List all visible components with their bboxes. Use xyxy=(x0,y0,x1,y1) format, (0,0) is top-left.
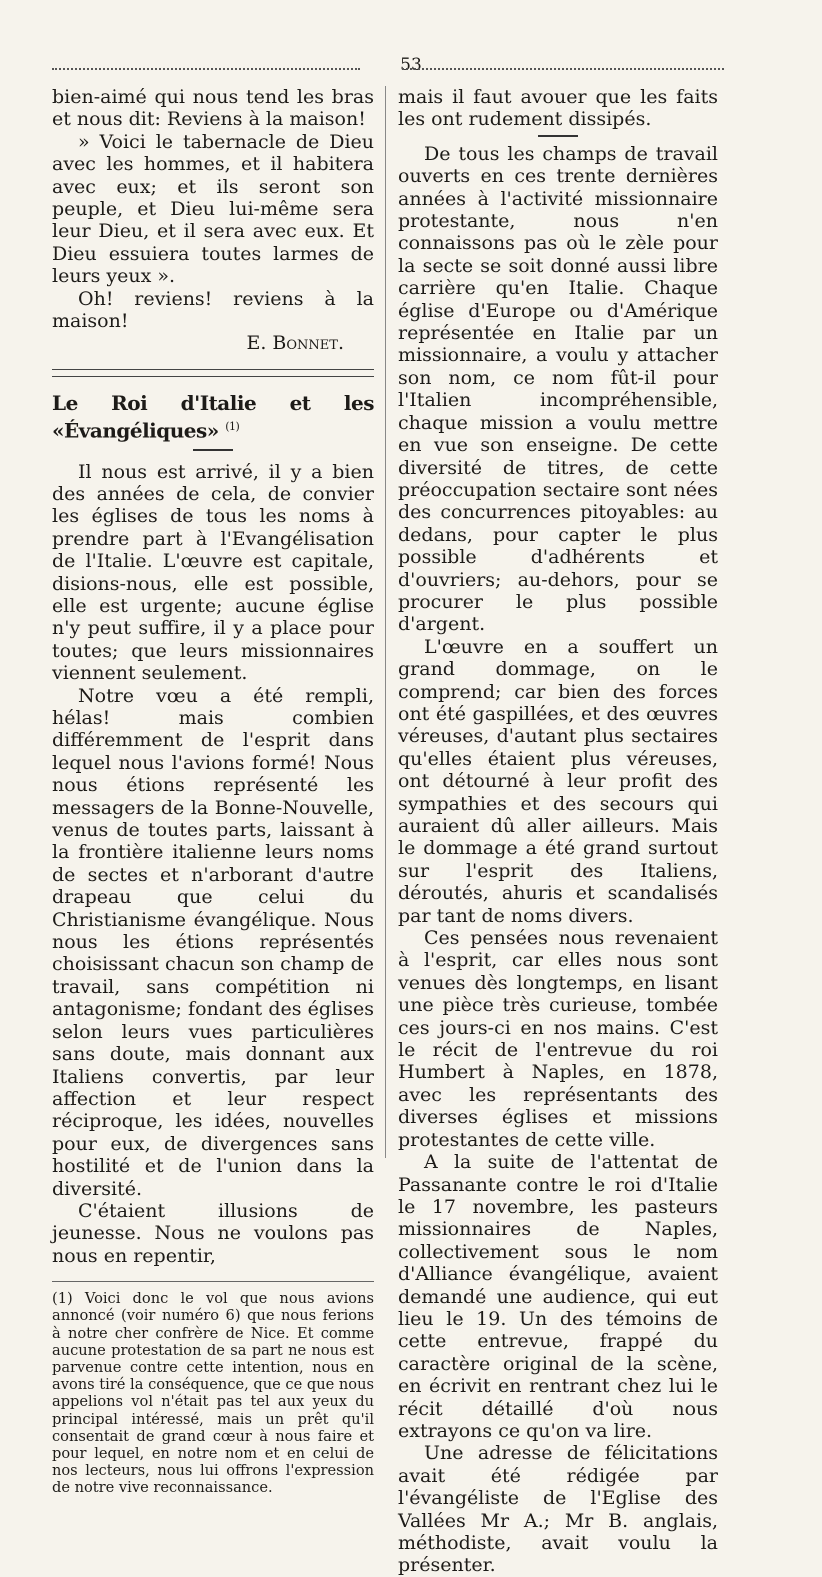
intro-paragraph-1: bien-aimé qui nous tend les bras et nous dit: Reviens à la maison! xyxy=(52,86,374,131)
title-footnote-mark: (1) xyxy=(225,419,240,433)
header-rule-right xyxy=(402,68,724,70)
right-paragraph-4: Ces pensées nous revenaient à l'esprit, car elles nous sont venues dès longtemps, en lisant une pièce très curieuse, tombée ces jours-ci en nos mains. C'est le récit de l'entrevue du roi Humbert à Naples, en 1878, avec les représentants des diverses églises et missions protestantes de cette ville. xyxy=(398,927,718,1151)
intro-paragraph-2: » Voici le tabernacle de Dieu avec les hommes, et il habitera avec eux; et ils seront son peuple, et Dieu lui-même sera leur Dieu, et il sera avec eux. Et Dieu essuiera toutes larmes de leurs yeux ». xyxy=(52,130,374,288)
paragraph-rule xyxy=(538,135,578,137)
signature: E. Bonnet. xyxy=(246,332,344,355)
title-rule xyxy=(193,449,233,451)
section-divider xyxy=(52,369,374,377)
page-number: 53 xyxy=(400,55,422,75)
right-paragraph-2: De tous les champs de travail ouverts en ces trente dernières années à l'activité missionnaire protestante, nous n'en connaissons pas où le zèle pour la secte se soit donné aussi libre carrière qu'en Italie. Chaque église d'Europe ou d'Amérique représentée en Italie par un missionnaire, a voulu y attacher son nom, ce nom fût-il pour l'Italien incompréhensible, chaque mission a voulu mettre en vue son enseigne. De cette diversité de titres, de cette préoccupation sectaire sont nées des concurrences pitoyables: au dedans, pour capter le plus possible d'adhérents et d'ouvriers; au-dehors, pour se procurer le plus possible d'argent. xyxy=(398,142,718,636)
right-paragraph-6: Une adresse de félicitations avait été rédigée par l'évangéliste de l'Eglise des Vallées Mr A.; Mr B. anglais, méthodiste, avait voulu la présenter. xyxy=(398,1442,718,1577)
left-column xyxy=(52,86,374,1497)
body-paragraph-3: C'étaient illusions de jeunesse. Nous ne voulons pas nous en repentir, xyxy=(52,1199,374,1267)
right-paragraph-1: mais il faut avouer que les faits les ont rudement dissipés. xyxy=(398,86,718,131)
body-paragraph-1: Il nous est arrivé, il y a bien des années de cela, de convier les églises de tous les noms à prendre part à l'Evangélisation de l'Italie. L'œuvre est capitale, disions-nous, elle est possible, elle est urgente; aucune église n'y peut suffire, il y a place pour toutes; que leurs missionnaires viennent seulement. xyxy=(52,460,374,685)
footnote: (1) Voici donc le vol que nous avions annoncé (voir numéro 6) que nous ferions à notre cher confrère de Nice. Et comme aucune protestation de sa part ne nous est parvenue contre cette intention, nous en avons tiré la conséquence, que ce que nous appelions vol n'était pas tel aux yeux du principal intéressé, mais un prêt qu'il consentait de grand cœur à nous faire et pour lequel, en notre nom et en celui de nos lecteurs, nous lui offrons l'expression de notre vive reconnaissance. xyxy=(52,1281,374,1496)
body-paragraph-2: Notre vœu a été rempli, hélas! mais combien différemment de l'esprit dans lequel nous l'avions formé! Nous nous étions représenté les messagers de la Bonne-Nouvelle, venus de toutes parts, laissant à la frontière italienne leurs noms de sectes et n'arborant d'autre drapeau que celui du Christianisme évangélique. Nous nous les étions représentés choisissant chacun son champ de travail, sans compétition ni antagonisme; fondant des églises selon leurs vues particulières sans doute, mais donnant aux Italiens convertis, par leur affection et leur respect réciproque, les idées, nouvelles pour eux, de divergences sans hostilité et de l'union dans la diversité. xyxy=(52,684,374,1200)
right-paragraph-3: L'œuvre en a souffert un grand dommage, on le comprend; car bien des forces ont été gaspillées, et des œuvres véreuses, d'autant plus sectaires qu'elles étaient plus véreuses, ont détourné à leur profit des sympathies et des secours qui auraient dû aller ailleurs. Mais le dommage a été grand surtout sur l'esprit des Italiens, déroutés, ahuris et scandalisés par tant de noms divers. xyxy=(398,635,718,927)
article-title-text: Le Roi d'Italie et les «Évangéliques» xyxy=(52,390,374,443)
article-title xyxy=(52,391,374,443)
header-rule-left xyxy=(52,68,360,70)
right-paragraph-5: A la suite de l'attentat de Passanante contre le roi d'Italie le 17 novembre, les pasteurs missionnaires de Naples, collectivement sous le nom d'Alliance évangélique, avaient demandé une audience, qui eut lieu le 19. Un des témoins de cette entrevue, frappé du caractère original de la scène, en écrivit en rentrant chez lui le récit détaillé d'où nous extrayons ce qu'on va lire. xyxy=(398,1151,718,1442)
column-divider xyxy=(385,86,386,1158)
right-column xyxy=(398,86,718,1577)
intro-paragraph-3: Oh! reviens! reviens à la maison! xyxy=(52,287,374,333)
